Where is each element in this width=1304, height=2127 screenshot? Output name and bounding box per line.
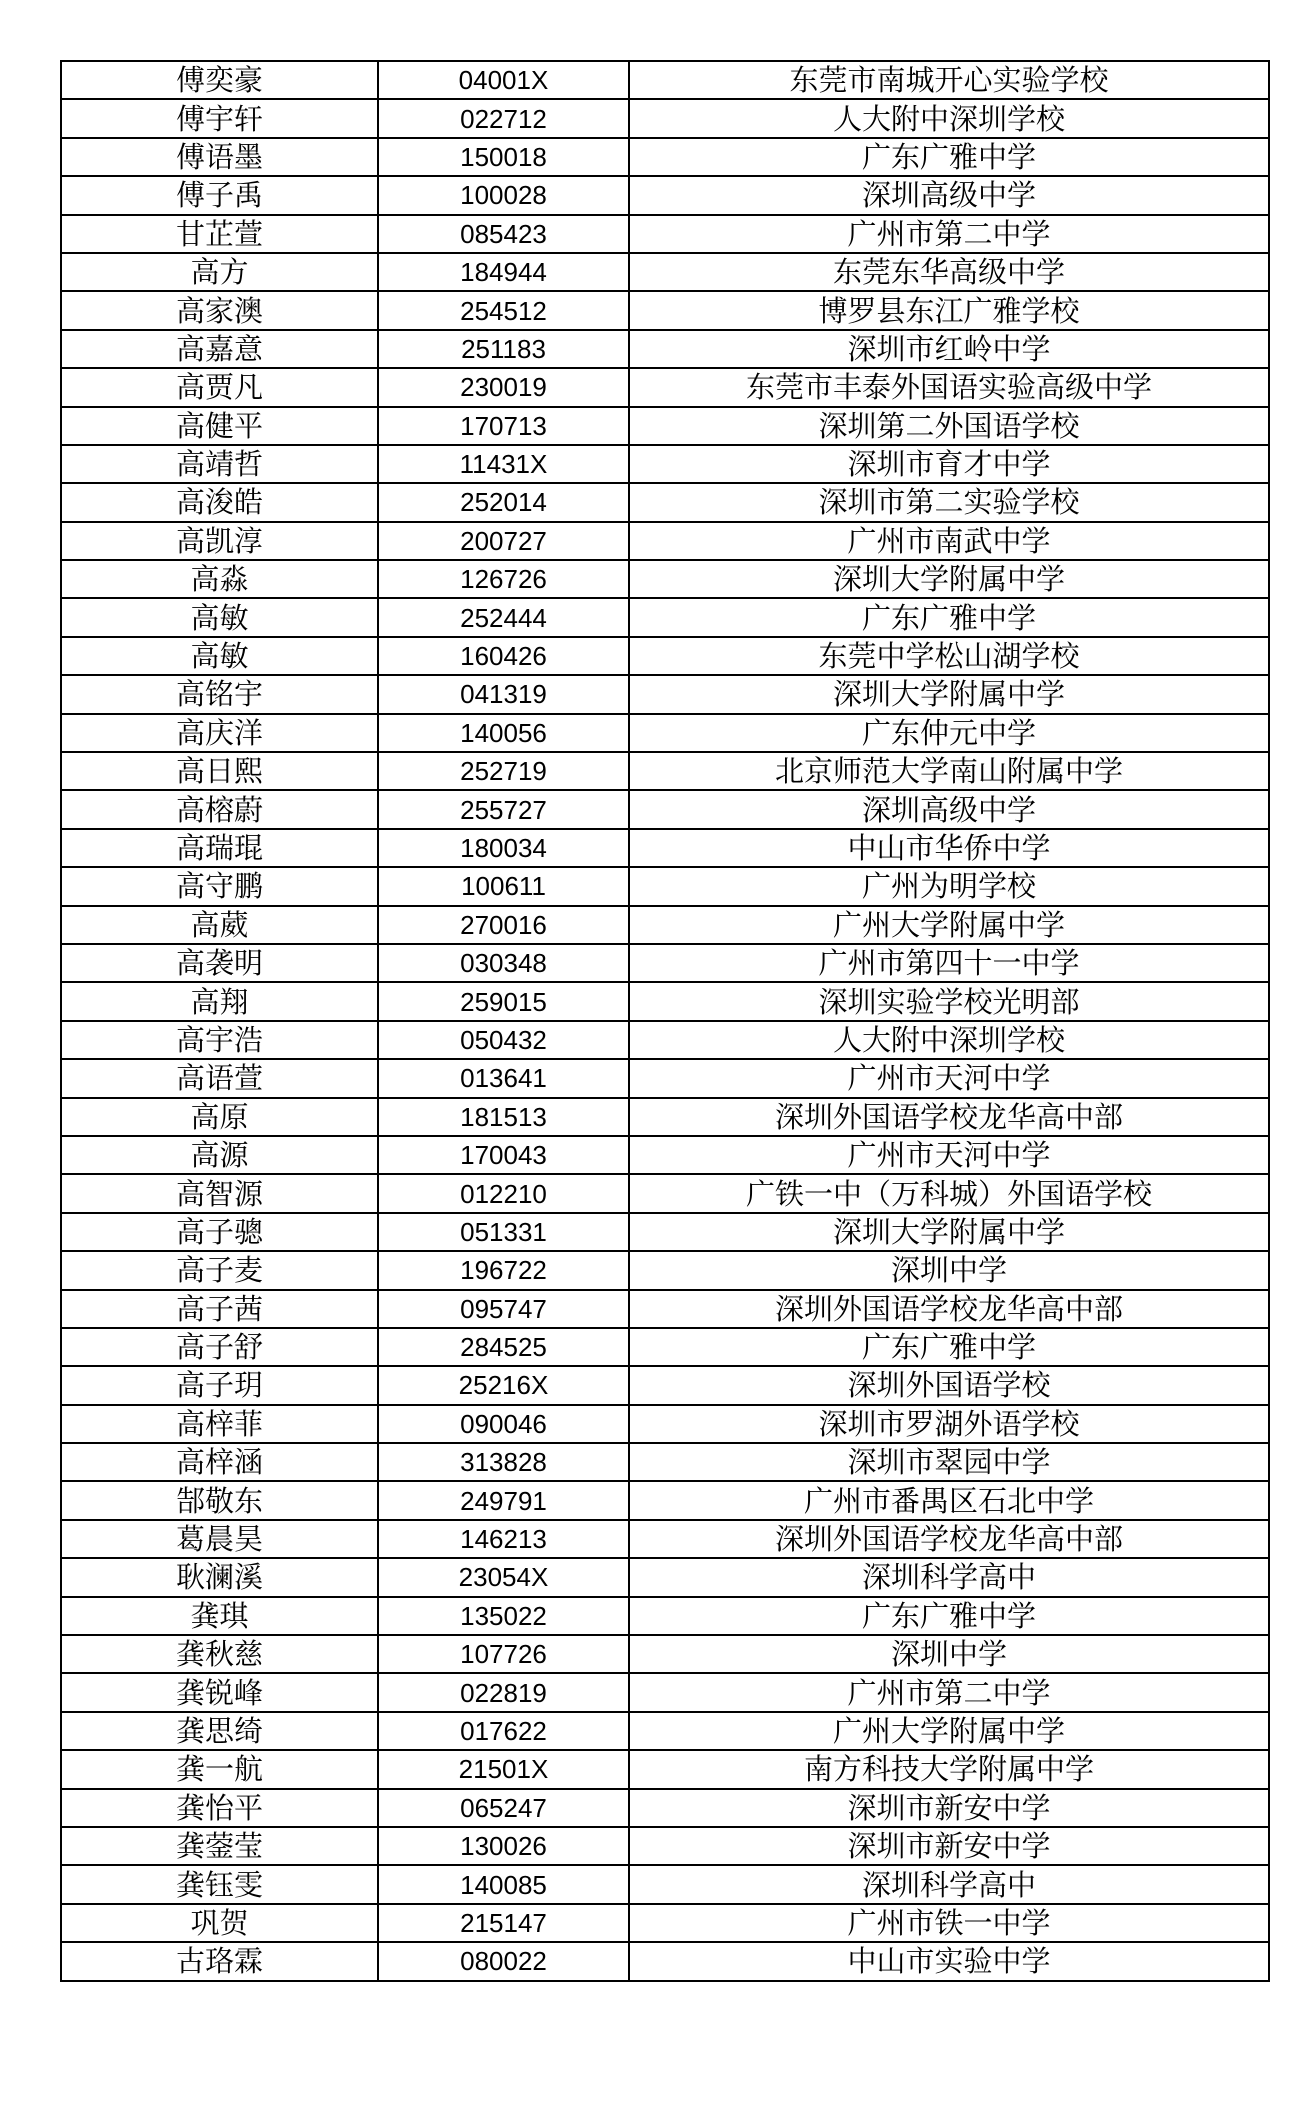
student-id-cell: 249791 [378,1481,629,1519]
student-id-cell: 146213 [378,1520,629,1558]
student-id-cell: 270016 [378,906,629,944]
table-row [61,1558,1269,1596]
school-name-cell: 深圳外国语学校龙华高中部 [629,1520,1269,1558]
school-name-cell: 人大附中深圳学校 [629,99,1269,137]
student-name-cell: 高铭宇 [61,675,378,713]
table-row [61,138,1269,176]
student-id-cell: 196722 [378,1251,629,1289]
table-row [61,176,1269,214]
student-id-cell: 095747 [378,1290,629,1328]
table-row [61,1827,1269,1865]
student-list-sheet [60,60,1268,1982]
school-name-cell: 广州市南武中学 [629,522,1269,560]
student-id-cell: 25216X [378,1366,629,1404]
student-id-cell: 170713 [378,407,629,445]
school-name-cell: 东莞东华高级中学 [629,253,1269,291]
school-name-cell: 东莞市丰泰外国语实验高级中学 [629,368,1269,406]
table-row [61,215,1269,253]
school-name-cell: 广州市第二中学 [629,215,1269,253]
table-row [61,829,1269,867]
student-name-cell: 高日熙 [61,752,378,790]
student-name-cell: 高翔 [61,982,378,1020]
student-name-cell: 高子麦 [61,1251,378,1289]
table-row [61,1059,1269,1097]
student-id-cell: 184944 [378,253,629,291]
school-name-cell: 广州大学附属中学 [629,1712,1269,1750]
student-table-body [61,61,1269,1981]
table-row [61,1213,1269,1251]
school-name-cell: 中山市实验中学 [629,1942,1269,1980]
school-name-cell: 深圳大学附属中学 [629,1213,1269,1251]
table-row [61,1750,1269,1788]
school-name-cell: 广州市铁一中学 [629,1904,1269,1942]
student-name-cell: 高嘉意 [61,330,378,368]
table-row [61,1366,1269,1404]
student-name-cell: 高庆洋 [61,714,378,752]
student-name-cell: 龚琪 [61,1597,378,1635]
student-name-cell: 高方 [61,253,378,291]
student-name-cell: 高守鹏 [61,867,378,905]
student-id-cell: 107726 [378,1635,629,1673]
student-name-cell: 傅奕豪 [61,61,378,99]
table-row [61,1597,1269,1635]
table-row [61,1865,1269,1903]
table-row [61,330,1269,368]
school-name-cell: 深圳市罗湖外语学校 [629,1405,1269,1443]
student-id-cell: 140085 [378,1865,629,1903]
table-row [61,253,1269,291]
student-name-cell: 高宇浩 [61,1021,378,1059]
student-id-cell: 050432 [378,1021,629,1059]
table-row [61,1904,1269,1942]
school-name-cell: 深圳市第二实验学校 [629,483,1269,521]
school-name-cell: 深圳市翠园中学 [629,1443,1269,1481]
student-id-cell: 11431X [378,445,629,483]
school-name-cell: 博罗县东江广雅学校 [629,291,1269,329]
student-id-cell: 065247 [378,1789,629,1827]
school-name-cell: 深圳中学 [629,1251,1269,1289]
school-name-cell: 广州市第二中学 [629,1673,1269,1711]
student-name-cell: 龚怡平 [61,1789,378,1827]
table-row [61,368,1269,406]
school-name-cell: 广东广雅中学 [629,598,1269,636]
student-id-cell: 126726 [378,560,629,598]
school-name-cell: 南方科技大学附属中学 [629,1750,1269,1788]
student-name-cell: 高子骢 [61,1213,378,1251]
student-name-cell: 高语萱 [61,1059,378,1097]
student-name-cell: 郜敬东 [61,1481,378,1519]
student-id-cell: 100028 [378,176,629,214]
student-name-cell: 高梓菲 [61,1405,378,1443]
table-row [61,906,1269,944]
school-name-cell: 广州大学附属中学 [629,906,1269,944]
student-id-cell: 030348 [378,944,629,982]
student-name-cell: 巩贺 [61,1904,378,1942]
student-id-cell: 100611 [378,867,629,905]
student-id-cell: 160426 [378,637,629,675]
student-id-cell: 135022 [378,1597,629,1635]
school-name-cell: 深圳第二外国语学校 [629,407,1269,445]
school-name-cell: 广东广雅中学 [629,1328,1269,1366]
school-name-cell: 深圳外国语学校龙华高中部 [629,1098,1269,1136]
student-name-cell: 高原 [61,1098,378,1136]
school-name-cell: 中山市华侨中学 [629,829,1269,867]
student-id-cell: 255727 [378,790,629,828]
student-id-cell: 215147 [378,1904,629,1942]
school-name-cell: 深圳大学附属中学 [629,560,1269,598]
student-id-cell: 170043 [378,1136,629,1174]
table-row [61,867,1269,905]
student-name-cell: 高浚皓 [61,483,378,521]
table-row [61,522,1269,560]
table-row [61,1942,1269,1980]
school-name-cell: 广州市天河中学 [629,1059,1269,1097]
school-name-cell: 深圳实验学校光明部 [629,982,1269,1020]
student-table [60,60,1270,1982]
table-row [61,1712,1269,1750]
student-id-cell: 017622 [378,1712,629,1750]
student-id-cell: 041319 [378,675,629,713]
school-name-cell: 深圳外国语学校龙华高中部 [629,1290,1269,1328]
school-name-cell: 东莞市南城开心实验学校 [629,61,1269,99]
school-name-cell: 广东广雅中学 [629,138,1269,176]
student-name-cell: 高瑞琨 [61,829,378,867]
student-name-cell: 龚钰雯 [61,1865,378,1903]
school-name-cell: 广州市第四十一中学 [629,944,1269,982]
school-name-cell: 北京师范大学南山附属中学 [629,752,1269,790]
table-row [61,1251,1269,1289]
school-name-cell: 广州市天河中学 [629,1136,1269,1174]
table-row [61,714,1269,752]
student-name-cell: 高葳 [61,906,378,944]
student-id-cell: 090046 [378,1405,629,1443]
student-id-cell: 200727 [378,522,629,560]
student-name-cell: 高靖哲 [61,445,378,483]
table-row [61,1174,1269,1212]
student-id-cell: 080022 [378,1942,629,1980]
school-name-cell: 东莞中学松山湖学校 [629,637,1269,675]
table-row [61,944,1269,982]
student-name-cell: 高淼 [61,560,378,598]
student-id-cell: 230019 [378,368,629,406]
table-row [61,1290,1269,1328]
student-id-cell: 259015 [378,982,629,1020]
student-name-cell: 龚蓥莹 [61,1827,378,1865]
table-row [61,598,1269,636]
student-id-cell: 181513 [378,1098,629,1136]
table-row [61,445,1269,483]
student-id-cell: 251183 [378,330,629,368]
student-name-cell: 高榕蔚 [61,790,378,828]
student-name-cell: 古珞霖 [61,1942,378,1980]
student-name-cell: 甘芷萱 [61,215,378,253]
table-row [61,982,1269,1020]
student-id-cell: 252719 [378,752,629,790]
student-name-cell: 高源 [61,1136,378,1174]
student-name-cell: 耿澜溪 [61,1558,378,1596]
student-name-cell: 高家澳 [61,291,378,329]
student-id-cell: 012210 [378,1174,629,1212]
student-name-cell: 龚一航 [61,1750,378,1788]
student-id-cell: 313828 [378,1443,629,1481]
student-name-cell: 傅语墨 [61,138,378,176]
student-id-cell: 051331 [378,1213,629,1251]
school-name-cell: 深圳大学附属中学 [629,675,1269,713]
student-id-cell: 022712 [378,99,629,137]
student-id-cell: 284525 [378,1328,629,1366]
table-row [61,407,1269,445]
student-name-cell: 高智源 [61,1174,378,1212]
school-name-cell: 深圳市育才中学 [629,445,1269,483]
table-row [61,1098,1269,1136]
table-row [61,1136,1269,1174]
school-name-cell: 广州为明学校 [629,867,1269,905]
school-name-cell: 深圳市新安中学 [629,1827,1269,1865]
student-name-cell: 葛晨昊 [61,1520,378,1558]
student-id-cell: 022819 [378,1673,629,1711]
student-id-cell: 130026 [378,1827,629,1865]
school-name-cell: 深圳高级中学 [629,176,1269,214]
table-row [61,752,1269,790]
table-row [61,560,1269,598]
student-name-cell: 高凯淳 [61,522,378,560]
student-id-cell: 04001X [378,61,629,99]
table-row [61,1635,1269,1673]
table-row [61,675,1269,713]
school-name-cell: 深圳外国语学校 [629,1366,1269,1404]
table-row [61,1443,1269,1481]
student-id-cell: 180034 [378,829,629,867]
table-row [61,790,1269,828]
student-id-cell: 140056 [378,714,629,752]
student-name-cell: 龚锐峰 [61,1673,378,1711]
student-id-cell: 252444 [378,598,629,636]
student-id-cell: 23054X [378,1558,629,1596]
table-row [61,1021,1269,1059]
student-name-cell: 高敏 [61,598,378,636]
student-id-cell: 150018 [378,138,629,176]
student-name-cell: 高健平 [61,407,378,445]
table-row [61,61,1269,99]
table-row [61,1673,1269,1711]
table-row [61,1405,1269,1443]
table-row [61,291,1269,329]
school-name-cell: 广铁一中（万科城）外国语学校 [629,1174,1269,1212]
student-name-cell: 高敏 [61,637,378,675]
school-name-cell: 深圳高级中学 [629,790,1269,828]
student-id-cell: 085423 [378,215,629,253]
school-name-cell: 人大附中深圳学校 [629,1021,1269,1059]
table-row [61,637,1269,675]
student-id-cell: 013641 [378,1059,629,1097]
table-row [61,1520,1269,1558]
school-name-cell: 广东广雅中学 [629,1597,1269,1635]
student-name-cell: 高子茜 [61,1290,378,1328]
student-name-cell: 傅子禹 [61,176,378,214]
school-name-cell: 深圳市红岭中学 [629,330,1269,368]
student-name-cell: 龚秋慈 [61,1635,378,1673]
school-name-cell: 深圳中学 [629,1635,1269,1673]
student-id-cell: 21501X [378,1750,629,1788]
table-row [61,1481,1269,1519]
table-row [61,1328,1269,1366]
school-name-cell: 深圳科学高中 [629,1865,1269,1903]
student-id-cell: 252014 [378,483,629,521]
student-name-cell: 龚思绮 [61,1712,378,1750]
school-name-cell: 深圳科学高中 [629,1558,1269,1596]
student-name-cell: 傅宇轩 [61,99,378,137]
table-row [61,483,1269,521]
student-name-cell: 高子玥 [61,1366,378,1404]
school-name-cell: 广州市番禺区石北中学 [629,1481,1269,1519]
table-row [61,99,1269,137]
student-id-cell: 254512 [378,291,629,329]
student-name-cell: 高子舒 [61,1328,378,1366]
school-name-cell: 深圳市新安中学 [629,1789,1269,1827]
table-row [61,1789,1269,1827]
student-name-cell: 高贾凡 [61,368,378,406]
student-name-cell: 高袭明 [61,944,378,982]
student-name-cell: 高梓涵 [61,1443,378,1481]
school-name-cell: 广东仲元中学 [629,714,1269,752]
